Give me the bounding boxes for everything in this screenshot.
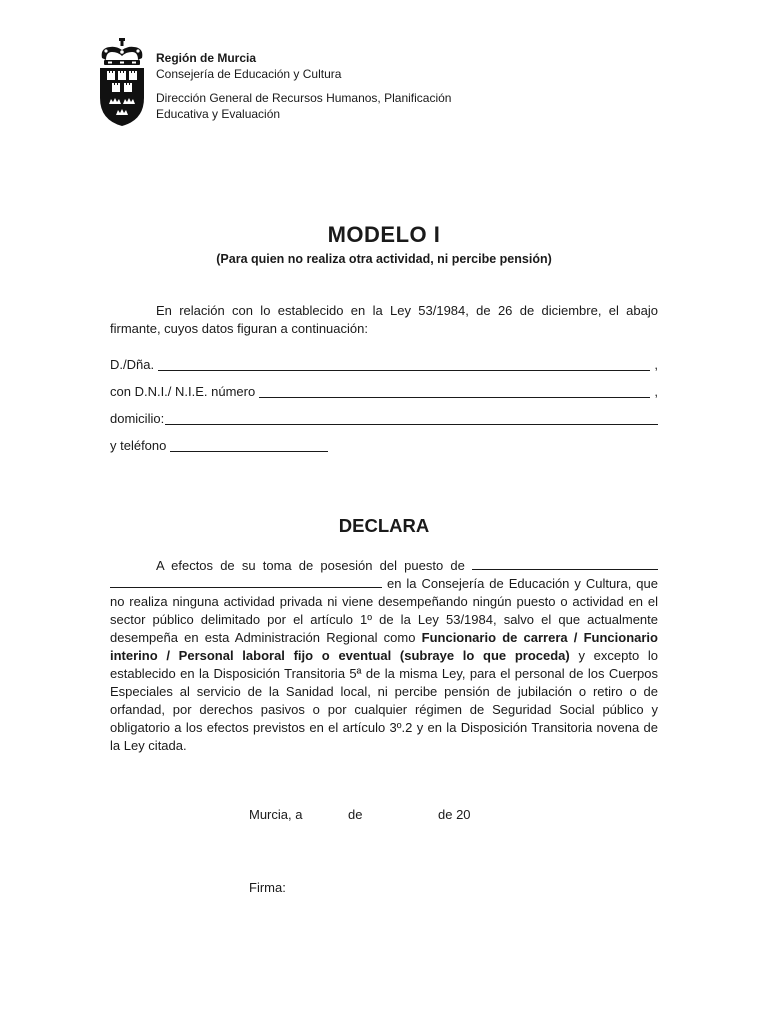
department-name: Consejería de Educación y Cultura xyxy=(156,67,342,81)
phone-label: y teléfono xyxy=(110,438,167,453)
signature-label: Firma: xyxy=(249,880,286,895)
declaration-employment-types: Funcionario de carrera / Funcionario interino / Personal laboral fijo o eventual (subraye lo que proceda) xyxy=(110,630,658,663)
declaration-text-3: y excepto lo establecido en la Disposición Transitoria 5ª de la misma Ley, para el personal de los Cuerpos Especiales al servicio de la Sanidad local, ni percibe pensión de jubilación o retiro o de orfandad, por derechos pasivos o por cualquier régimen de Seguridad Social público y obligatorio a los efectos previstos en el artículo 3º.2 y en la Disposición Transitoria novena de la Ley citada. xyxy=(110,648,658,753)
dni-blank-line[interactable] xyxy=(259,387,650,398)
name-comma: , xyxy=(654,357,658,372)
post-blank-line-2[interactable] xyxy=(110,577,382,588)
post-blank-line-1[interactable] xyxy=(472,559,658,570)
phone-field-row xyxy=(110,437,658,455)
directorate-line-2: Educativa y Evaluación xyxy=(156,107,281,121)
dni-field-row xyxy=(110,383,658,401)
place-date-de-1: de xyxy=(348,807,363,822)
name-blank-line[interactable] xyxy=(158,360,650,371)
declara-heading: DECLARA xyxy=(338,515,430,536)
place-date-city: Murcia, a xyxy=(249,807,303,822)
coat-of-arms-icon xyxy=(96,38,148,126)
intro-paragraph: En relación con lo establecido en la Ley 53/1984, de 26 de diciembre, el abajo firmante, cuyos datos figuran a continuación: xyxy=(110,303,658,336)
dni-comma: , xyxy=(654,384,658,399)
place-date-de-2: de 20 xyxy=(438,807,471,822)
address-label: domicilio: xyxy=(110,411,165,426)
declaration-text-2: en la Consejería de Educación y Cultura, que no realiza ninguna actividad privada ni viene desempeñando ningún puesto o actividad en el sector público delimitado por el artículo 1º de la Ley 53/1984, salvo el que actualmente desempeña en esta Administración Regional como xyxy=(110,576,658,645)
dni-label: con D.N.I./ N.I.E. número xyxy=(110,384,256,399)
declaration-text-1: A efectos de su toma de posesión del puesto de xyxy=(156,558,465,573)
organization-name: Región de Murcia xyxy=(156,51,257,65)
document-subtitle: (Para quien no realiza otra actividad, ni percibe pensión) xyxy=(216,252,552,266)
address-field-row xyxy=(110,410,658,428)
address-blank-line[interactable] xyxy=(165,414,658,425)
letterhead xyxy=(156,50,451,122)
name-field-row xyxy=(110,356,658,374)
directorate-line-1: Dirección General de Recursos Humanos, Planificación xyxy=(156,91,452,105)
phone-blank-line[interactable] xyxy=(170,441,328,452)
name-label: D./Dña. xyxy=(110,357,155,372)
document-title: MODELO I xyxy=(327,222,441,247)
declaration-paragraph xyxy=(110,557,658,755)
